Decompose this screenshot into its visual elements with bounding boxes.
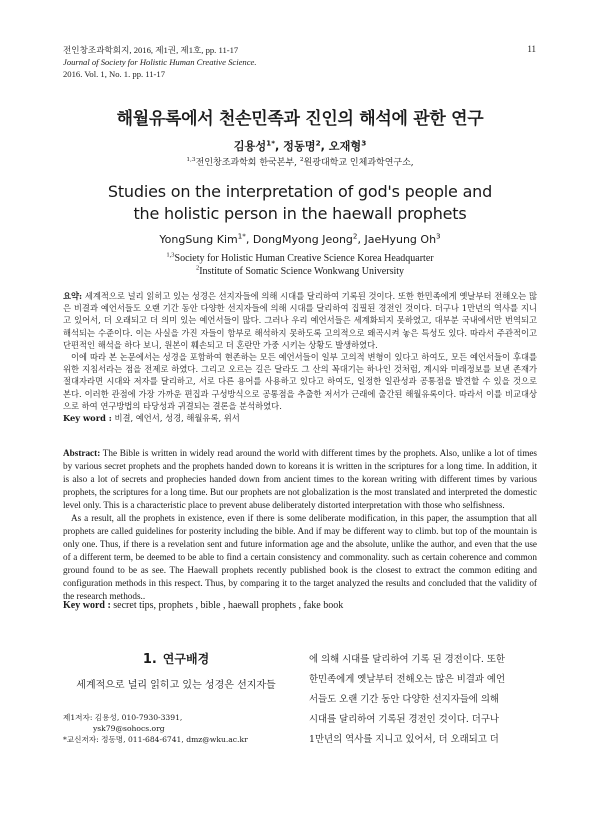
keyword-en-line <box>63 600 343 611</box>
affil-org: Institute of Somatic Science Wonkwang University <box>199 266 405 277</box>
affiliation-en <box>0 252 600 278</box>
keyword-ko: 비결, 예언서, 성경, 해월유록, 위서 <box>114 413 240 424</box>
footnote-first-author: 제1저자: 김용성, 010-7930-3391, <box>63 713 183 722</box>
footnote-corresponding: *교신저자: 정동명, 011-684-6741, dmz@wku.ac.kr <box>63 735 248 744</box>
footnote <box>63 712 248 745</box>
affil-sup: 1,3 <box>166 251 175 259</box>
author-sup: 3 <box>361 138 367 148</box>
keyword-ko-label: Key word : <box>63 413 112 424</box>
affil-sup: 2 <box>299 157 304 163</box>
authors-en: YongSung Kim$^{1*}$, DongMyong Jeong$^2$, JaeHyung Oh$^3$ <box>159 231 441 246</box>
body-line: 시대를 달리하여 기록된 경전인 것이다. 더구나 <box>309 714 499 725</box>
section-number: 1. <box>142 652 157 667</box>
abstract-en <box>63 447 537 603</box>
title-en-line: the holistic person in the haewall prophets <box>133 204 467 223</box>
affil-sup: 1,3 <box>186 157 196 163</box>
abstract-en-p1: The Bible is written in widely read around the world with different times by the prophets. Also, unlike a lot of times by various secret prophets and the prophets handed down to koreans it is written in the scriptures for a long time. In addition, it is also a lot of secrets and prophecies handed down from ancient times to the korean writing with different times by various prophets, the scriptures for a long time. But our prophets are not globalization is the most translated and interpreted the domestic level only. This is a characteristic place to prevent abuse deliberately distorted interpretation with those who selfishness. <box>63 448 537 510</box>
right-column <box>309 650 537 750</box>
title-en-line: Studies on the interpretation of god's people and <box>107 182 493 201</box>
author-name: 김용성 <box>233 140 267 153</box>
abstract-en-label: Abstract: <box>63 448 101 458</box>
author-sup: 1* <box>237 231 246 241</box>
keyword-en-label: Key word : <box>63 600 111 611</box>
footnote-email: ysk79@sohocs.org <box>93 724 165 733</box>
affil-sup: 2 <box>195 264 200 272</box>
header-volume: 2016. Vol. 1, No. 1. pp. 11-17 <box>63 69 166 79</box>
running-header <box>63 44 256 80</box>
author-name: JaeHyung Oh <box>364 233 437 246</box>
author-sup: 1* <box>266 138 275 148</box>
section-body-start: 세계적으로 널리 읽히고 있는 성경은 선지자들 <box>76 680 276 691</box>
header-journal-en: Journal of Society for Holistic Human Creative Science. <box>63 57 257 67</box>
abstract-ko-p2: 이에 따라 본 논문에서는 성경을 포함하여 현존하는 모든 예언서들이 일부 고의적 변형이 있다고 하여도, 모든 예언서들이 후대를 위한 지침서라는 점을 전제로 하였다. 그리고 오르는 길은 달라도 그 산의 꼭대기는 하나인 것처럼, 계시와 미래정보를 보낸 존재가 절대자라면 시대와 저자를 달리하고, 서로 다른 용어를 사용하고 있다고 하여도, 일정한 일관성과 공통점을 발견할 수 있을 것으로 본다. 이러한 관점에 가장 가까운 편집과 구성방식으로 공통점을 추출한 저서가 근래에 출간된 해월유록이다. 따라서 이를 비교대상으로 하여 연구방법의 타당성과 귀결되는 결론을 분석하였다. <box>63 352 537 411</box>
body-line: 서들도 오랜 기간 동안 다양한 선지자들에 의해 <box>309 694 499 705</box>
abstract-en-p2: As a result, all the prophets in existence, even if there is some deliberate modification, in this paper, the assumption that all prophets are called guidelines for posterity including the bible. And if may be different way to climb. but top of the mountain is only one. Thus, if there is a revelation sent and future information age and the absolute, unlike the author, and even that the use of a different term, be deemed to be able to find a certain consistency and commonality. such as certain coherence and common ground found to be as see. The Haewall prophets recently published book is the closest to extract the common editing and configuration methods in this respect. Thus, by comparing it to the target analyzed the results and concluded that the validity of the research methods.. <box>63 513 537 601</box>
section-heading <box>63 650 289 667</box>
affil-org: 원광대학교 인체과학연구소, <box>303 158 414 168</box>
body-line: 1만년의 역사를 지니고 있어서, 더 오래되고 더 <box>309 734 499 745</box>
affil-org: 전인창조과학회 한국본부, <box>195 158 297 168</box>
abstract-ko <box>63 290 537 424</box>
author-name: 정동명 <box>283 140 316 153</box>
page-number: 11 <box>527 44 536 54</box>
left-column <box>63 650 289 693</box>
body-line: 한민족에게 옛날부터 전해오는 많은 비결과 예언 <box>309 674 506 685</box>
author-name: DongMyong Jeong <box>252 233 353 246</box>
authors-ko: 김용성$^{1*}$, 정동명$^2$, 오재형$^3$ <box>233 138 367 153</box>
paper-title-en <box>0 181 600 225</box>
abstract-ko-p1: 세계적으로 널리 읽히고 있는 성경은 선지자들에 의해 시대를 달리하여 기록된 것이다. 또한 한민족에게 옛날부터 전해오는 많은 비결과 예언서들도 오랜 기간 동안 다양한 선지자들에 의해 시대를 달리하여 집필된 경전인 것이다. 더구나 1만년의 역사를 지니고 있어서, 더 오래되고 더 의미 있는 예언서들이 많다. 그러나 우리 예언서들은 세계화되지 못하였고, 대부분 국내에서만 번역되고 해석되는 수준이다. 이는 사실을 가진 자들이 함부로 해석하지 못하도록 고의적으로 왜곡시켜 놓은 특성도 있다. 따라서 주관적이고 단편적인 해석을 하다 보니, 원본이 훼손되고 더 혼란만 가중 시키는 상황도 발생하였다. <box>63 291 537 350</box>
keyword-en: secret tips, prophets , bible , haewall prophets , fake book <box>113 600 344 611</box>
author-name: 오재형 <box>328 140 362 153</box>
author-sup: 2 <box>352 231 358 241</box>
header-journal-ko: 전인창조과학회지, 2016, 제1권, 제1호, pp. 11-17 <box>63 45 239 55</box>
body-line: 에 의해 시대를 달리하여 기록 된 경전이다. 또한 <box>309 654 505 665</box>
author-sup: 2 <box>315 138 321 148</box>
affiliation-ko <box>0 155 600 168</box>
author-name: YongSung Kim <box>159 233 238 246</box>
author-sup: 3 <box>436 231 441 241</box>
paper-title-ko: 해월유록에서 천손민족과 진인의 해석에 관한 연구 <box>116 109 484 129</box>
affil-org: Society for Holistic Human Creative Science Korea Headquarter <box>174 253 434 264</box>
abstract-ko-label: 요약: <box>63 291 83 301</box>
section-title: 연구배경 <box>162 652 210 666</box>
